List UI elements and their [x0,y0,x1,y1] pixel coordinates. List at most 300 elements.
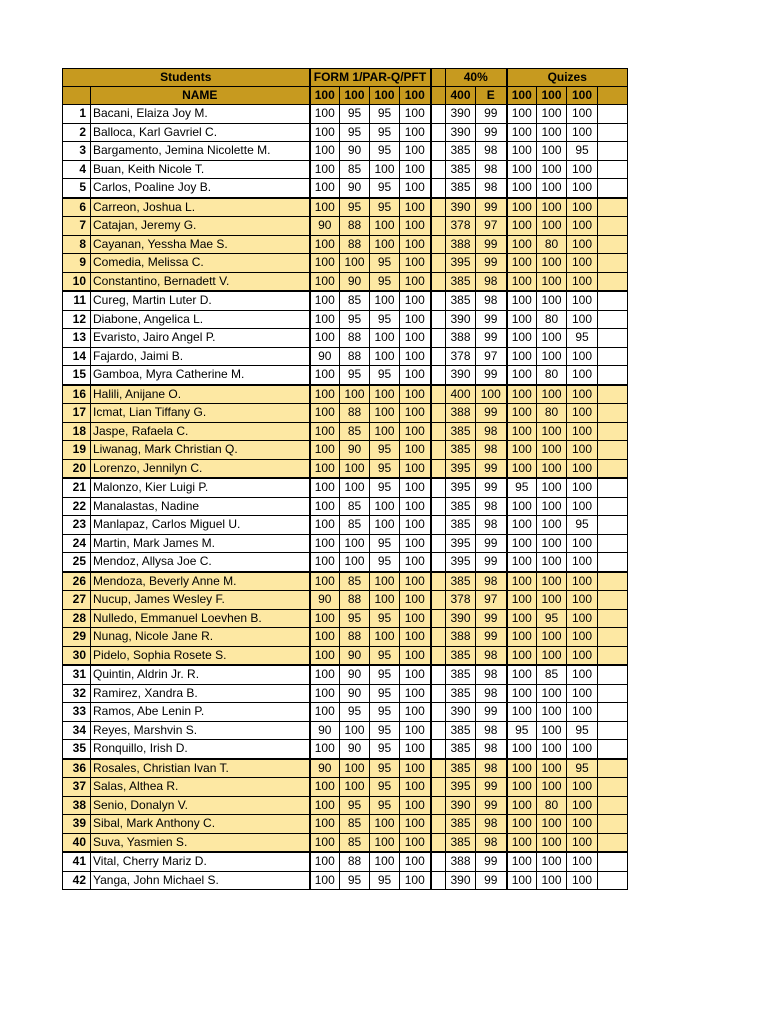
quiz-score: 80 [537,310,567,329]
column-gap [431,609,446,628]
form-score: 95 [370,310,400,329]
quiz-score: 100 [507,553,537,572]
column-gap [431,291,446,310]
row-number: 42 [63,871,91,890]
quiz-score: 100 [567,665,598,684]
quiz-blank [598,235,628,254]
form-score: 100 [400,759,431,778]
row-number: 14 [63,347,91,366]
total-score: 385 [446,497,476,516]
form-score: 90 [310,217,340,236]
e-score: 99 [476,310,507,329]
form-score: 100 [400,291,431,310]
quiz-score: 100 [567,684,598,703]
form-score: 100 [340,459,370,478]
quiz-blank [598,609,628,628]
row-number: 8 [63,235,91,254]
e-score: 98 [476,516,507,535]
table-row [63,516,628,535]
column-gap [431,459,446,478]
student-name: Halili, Anijane O. [91,385,310,404]
row-number: 7 [63,217,91,236]
table-row [63,459,628,478]
form-score: 95 [370,441,400,460]
form-score: 95 [370,740,400,759]
form-score: 100 [400,422,431,441]
e-score: 99 [476,703,507,722]
column-gap [431,778,446,797]
form-score: 90 [340,684,370,703]
quiz-score: 100 [507,646,537,665]
column-gap [431,740,446,759]
form-score: 95 [340,871,370,890]
table-row [63,160,628,179]
quiz-blank [598,329,628,348]
total-score: 385 [446,721,476,740]
quiz-score: 100 [537,179,567,198]
form-score: 95 [370,609,400,628]
form-score: 100 [310,235,340,254]
quiz-score: 100 [567,796,598,815]
quiz-score: 100 [507,142,537,161]
quiz-score: 100 [507,703,537,722]
header-gap [431,69,446,87]
quiz-score: 100 [507,871,537,890]
e-score: 99 [476,235,507,254]
total-score: 378 [446,217,476,236]
form-score: 90 [340,142,370,161]
quiz-score: 100 [537,142,567,161]
e-score: 99 [476,123,507,142]
quiz-score: 100 [537,272,567,291]
table-row [63,609,628,628]
e-score: 98 [476,497,507,516]
column-gap [431,796,446,815]
table-row [63,628,628,647]
table-row [63,646,628,665]
form-score: 100 [310,366,340,385]
total-score: 378 [446,347,476,366]
quiz-blank [598,759,628,778]
form-score: 95 [340,105,370,124]
e-score: 99 [476,478,507,497]
form-score: 100 [400,385,431,404]
quiz-score: 100 [537,852,567,871]
quiz-score: 100 [537,646,567,665]
form-score: 85 [340,422,370,441]
form-score: 100 [340,478,370,497]
quiz-score: 100 [567,160,598,179]
form-score: 100 [400,646,431,665]
form-score: 88 [340,217,370,236]
column-gap [431,254,446,273]
quiz-score: 100 [567,441,598,460]
form-score: 100 [400,628,431,647]
column-gap [431,198,446,217]
quiz-score: 100 [507,291,537,310]
row-number: 1 [63,105,91,124]
quiz-score: 100 [537,628,567,647]
quiz-score: 80 [537,796,567,815]
total-score: 390 [446,198,476,217]
form-score: 95 [370,796,400,815]
total-score: 395 [446,778,476,797]
total-score: 385 [446,833,476,852]
student-name: Nucup, James Wesley F. [91,591,310,610]
quiz-score: 100 [567,105,598,124]
quiz-blank [598,516,628,535]
student-name: Gamboa, Myra Catherine M. [91,366,310,385]
column-gap [431,591,446,610]
table-row [63,478,628,497]
form-score: 100 [400,852,431,871]
form-score: 95 [370,254,400,273]
quiz-score: 100 [567,833,598,852]
student-name: Bacani, Elaiza Joy M. [91,105,310,124]
quiz-score: 100 [567,534,598,553]
form-score: 100 [400,516,431,535]
quiz-score: 100 [537,217,567,236]
column-gap [431,217,446,236]
quiz-score: 100 [567,291,598,310]
quiz-score: 95 [567,516,598,535]
quiz-blank [598,478,628,497]
e-score: 98 [476,291,507,310]
form-score: 100 [370,291,400,310]
quiz-score: 100 [567,198,598,217]
column-gap [431,815,446,834]
quiz-score: 100 [507,609,537,628]
quiz-score: 100 [537,684,567,703]
number-header-blank [63,87,91,105]
table-row [63,235,628,254]
form-score: 100 [400,235,431,254]
form-score: 100 [400,665,431,684]
total-score: 385 [446,572,476,591]
form-score: 100 [310,852,340,871]
quiz-score: 100 [537,123,567,142]
quiz-score: 100 [537,815,567,834]
form-score: 100 [400,441,431,460]
table-row [63,385,628,404]
form-score: 90 [310,759,340,778]
form-score: 100 [310,497,340,516]
form-score: 100 [400,591,431,610]
form-score: 100 [370,591,400,610]
column-gap [431,272,446,291]
row-number: 34 [63,721,91,740]
student-name: Fajardo, Jaimi B. [91,347,310,366]
total-score: 390 [446,796,476,815]
form-score: 88 [340,404,370,423]
form-score: 100 [400,721,431,740]
quiz-score: 100 [507,833,537,852]
table-row [63,329,628,348]
student-name: Lorenzo, Jennilyn C. [91,459,310,478]
quiz-score: 80 [537,235,567,254]
table-row [63,254,628,273]
form-score: 100 [370,235,400,254]
form-score: 100 [310,534,340,553]
quiz-score: 100 [507,254,537,273]
form-score: 90 [340,441,370,460]
quiz-blank [598,796,628,815]
total-score: 388 [446,628,476,647]
form-score: 100 [310,572,340,591]
total-score: 388 [446,235,476,254]
header-row-columns [63,87,628,105]
quiz-score: 100 [507,235,537,254]
quiz-blank [598,310,628,329]
form-score: 90 [340,179,370,198]
student-name: Mendoz, Allysa Joe C. [91,553,310,572]
e-score: 100 [476,385,507,404]
quiz-score: 80 [537,404,567,423]
quiz-blank [598,833,628,852]
column-gap [431,703,446,722]
total-score: 378 [446,591,476,610]
table-row [63,404,628,423]
total-score: 385 [446,272,476,291]
student-name: Comedia, Melissa C. [91,254,310,273]
table-row [63,347,628,366]
row-number: 25 [63,553,91,572]
quiz-score: 100 [567,366,598,385]
quiz-score: 100 [567,852,598,871]
form-score: 100 [400,459,431,478]
form-score: 88 [340,628,370,647]
column-gap [431,721,446,740]
quiz-score: 100 [567,179,598,198]
e-score: 99 [476,198,507,217]
student-name: Mendoza, Beverly Anne M. [91,572,310,591]
table-row [63,740,628,759]
student-name: Ronquillo, Irish D. [91,740,310,759]
form-score: 100 [340,759,370,778]
quiz-score: 100 [537,160,567,179]
total-score: 385 [446,179,476,198]
form-score: 95 [370,534,400,553]
student-name: Quintin, Aldrin Jr. R. [91,665,310,684]
quiz-blank [598,553,628,572]
quiz-blank [598,703,628,722]
table-row [63,366,628,385]
student-name: Constantino, Bernadett V. [91,272,310,291]
form-score: 100 [400,198,431,217]
form-score: 100 [400,796,431,815]
quiz-score: 100 [507,179,537,198]
form-score: 100 [310,871,340,890]
student-name: Suva, Yasmien S. [91,833,310,852]
form-score: 100 [400,833,431,852]
column-gap [431,497,446,516]
total-score: 390 [446,609,476,628]
e-score: 99 [476,459,507,478]
form-score: 100 [310,703,340,722]
student-name: Carlos, Poaline Joy B. [91,179,310,198]
quiz-score: 100 [507,123,537,142]
table-row [63,684,628,703]
quiz-score: 95 [507,721,537,740]
row-number: 39 [63,815,91,834]
column-gap [431,105,446,124]
form-score: 100 [400,871,431,890]
e-score: 98 [476,815,507,834]
total-score: 388 [446,852,476,871]
student-name: Evaristo, Jairo Angel P. [91,329,310,348]
e-score: 98 [476,833,507,852]
form-score: 90 [340,665,370,684]
form-header: FORM 1/PAR-Q/PFT [310,69,431,87]
e-score: 99 [476,609,507,628]
form-score: 100 [340,534,370,553]
column-gap [431,684,446,703]
form-score: 95 [370,142,400,161]
form-score: 95 [370,759,400,778]
quiz-blank [598,272,628,291]
table-row [63,272,628,291]
table-row [63,217,628,236]
total-score: 385 [446,160,476,179]
table-row [63,534,628,553]
quiz-blank [598,404,628,423]
total-score: 385 [446,759,476,778]
table-row [63,852,628,871]
form-score: 100 [370,833,400,852]
column-gap [431,160,446,179]
student-name: Martin, Mark James M. [91,534,310,553]
total-score: 385 [446,422,476,441]
form-score: 100 [340,385,370,404]
form-col-header: 100 [310,87,340,105]
table-row [63,759,628,778]
quiz-blank [598,778,628,797]
quiz-score: 100 [567,646,598,665]
student-name: Catajan, Jeremy G. [91,217,310,236]
table-body [63,69,628,890]
form-score: 100 [400,497,431,516]
e-score: 97 [476,347,507,366]
quiz-score: 100 [507,198,537,217]
student-name: Manalastas, Nadine [91,497,310,516]
column-gap [431,310,446,329]
grades-table [62,68,628,890]
total-score: 385 [446,516,476,535]
column-gap [431,534,446,553]
form-score: 100 [400,684,431,703]
table-row [63,105,628,124]
e-score: 98 [476,179,507,198]
form-score: 100 [400,347,431,366]
total-score: 395 [446,254,476,273]
header-gap [431,87,446,105]
form-score: 100 [400,553,431,572]
form-score: 90 [340,272,370,291]
total-score: 390 [446,105,476,124]
row-number: 6 [63,198,91,217]
total-score: 390 [446,310,476,329]
e-score: 99 [476,553,507,572]
quiz-score: 100 [537,478,567,497]
quiz-blank [598,160,628,179]
quiz-score: 100 [507,759,537,778]
row-number: 21 [63,478,91,497]
form-score: 100 [370,572,400,591]
form-score: 100 [400,123,431,142]
form-score: 85 [340,291,370,310]
form-score: 90 [340,646,370,665]
form-score: 95 [370,646,400,665]
form-score: 100 [400,160,431,179]
table-row [63,497,628,516]
quiz-score: 100 [537,553,567,572]
column-gap [431,366,446,385]
row-number: 30 [63,646,91,665]
quiz-score: 100 [507,272,537,291]
total-score: 385 [446,142,476,161]
total-score: 395 [446,478,476,497]
e-score: 97 [476,591,507,610]
row-number: 28 [63,609,91,628]
total-score: 385 [446,291,476,310]
row-number: 10 [63,272,91,291]
form-score: 100 [310,778,340,797]
quiz-score: 100 [507,665,537,684]
student-name: Liwanag, Mark Christian Q. [91,441,310,460]
e-score: 97 [476,217,507,236]
student-name: Vital, Cherry Mariz D. [91,852,310,871]
row-number: 32 [63,684,91,703]
form-score: 95 [370,478,400,497]
e-score: 98 [476,684,507,703]
quizzes-header: Quizes [507,69,628,87]
row-number: 38 [63,796,91,815]
total-score: 385 [446,665,476,684]
e-score: 99 [476,404,507,423]
quiz-blank [598,422,628,441]
form-score: 85 [340,833,370,852]
quiz-score: 100 [567,703,598,722]
row-number: 18 [63,422,91,441]
form-score: 100 [400,272,431,291]
form-score: 100 [340,721,370,740]
table-row [63,871,628,890]
quiz-score: 100 [537,459,567,478]
form-score: 100 [370,404,400,423]
form-score: 100 [310,459,340,478]
total-score: 385 [446,441,476,460]
quiz-score: 100 [507,347,537,366]
student-name: Yanga, John Michael S. [91,871,310,890]
form-score: 100 [400,703,431,722]
student-name: Malonzo, Kier Luigi P. [91,478,310,497]
e-score: 99 [476,778,507,797]
quiz-blank [598,646,628,665]
form-score: 95 [340,609,370,628]
form-score: 100 [310,796,340,815]
form-score: 88 [340,591,370,610]
form-col-header: 100 [340,87,370,105]
form-score: 100 [310,310,340,329]
quiz-score: 100 [567,459,598,478]
form-score: 95 [370,684,400,703]
column-gap [431,179,446,198]
form-score: 90 [310,721,340,740]
total-score: 395 [446,534,476,553]
student-name: Manlapaz, Carlos Miguel U. [91,516,310,535]
form-score: 90 [340,740,370,759]
table-row [63,721,628,740]
